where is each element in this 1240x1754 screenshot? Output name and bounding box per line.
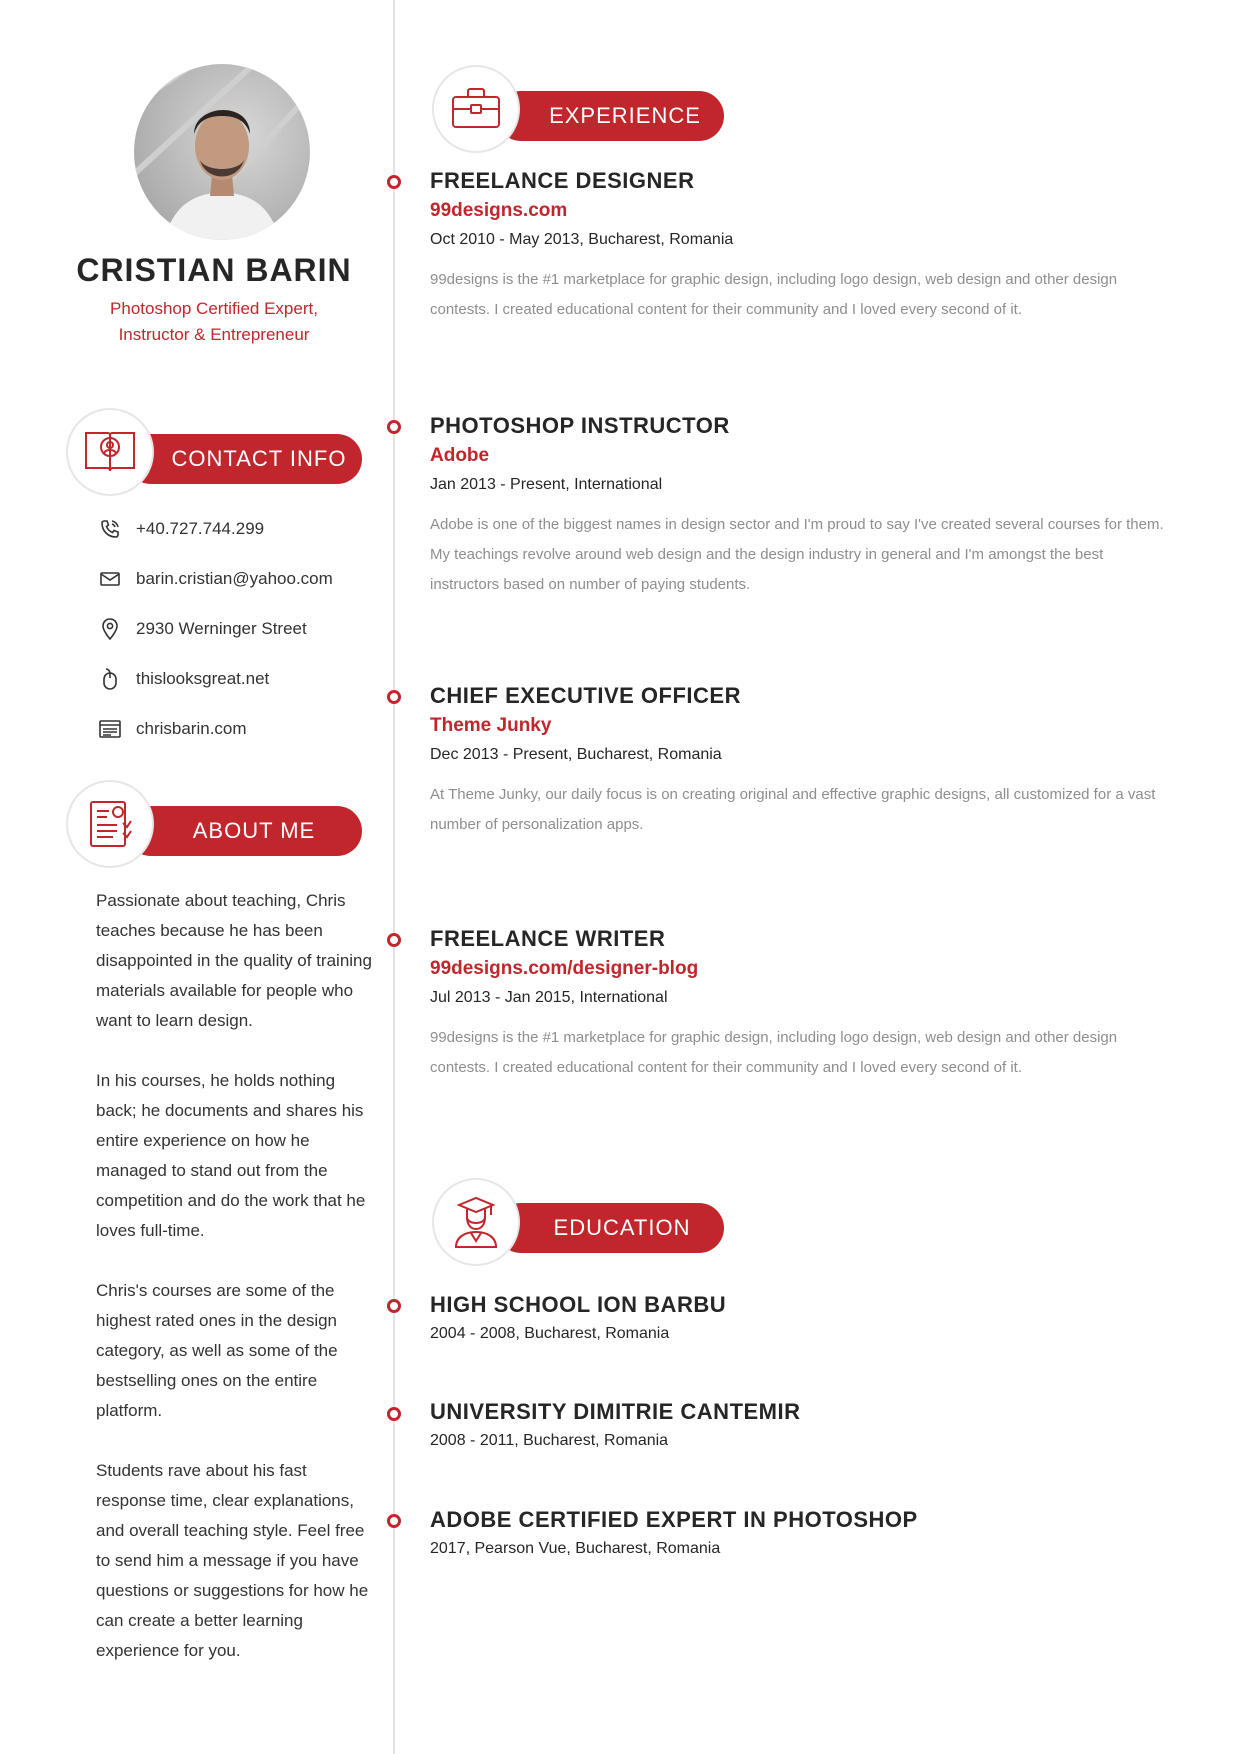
location-pin-icon (96, 616, 124, 642)
about-paragraph: Chris's courses are some of the highest rated ones in the design category, as well as some of the bestselling ones on the entire platform. (96, 1281, 338, 1420)
education-meta: 2008 - 2011, Bucharest, Romania (430, 1432, 669, 1449)
job-title: FREELANCE WRITER (430, 926, 666, 951)
company-name[interactable]: Adobe (430, 445, 490, 466)
graduate-icon (432, 1178, 520, 1266)
job-meta: Jan 2013 - Present, International (430, 476, 663, 493)
job-meta: Jul 2013 - Jan 2015, International (430, 989, 668, 1006)
contact-portfolio[interactable] (96, 716, 247, 742)
experience-entry (430, 925, 1190, 1083)
section-contact-info: CONTACT INFO (126, 434, 362, 484)
timeline-dot (387, 1299, 401, 1313)
education-meta: 2017, Pearson Vue, Bucharest, Romania (430, 1540, 721, 1557)
contact-book-icon (66, 408, 154, 496)
email-icon (96, 566, 124, 592)
contact-text: chrisbarin.com (136, 719, 247, 738)
education-title: UNIVERSITY DIMITRIE CANTEMIR (430, 1399, 801, 1424)
job-title: CHIEF EXECUTIVE OFFICER (430, 683, 741, 708)
contact-text: barin.cristian@yahoo.com (136, 569, 333, 588)
avatar (134, 64, 310, 240)
timeline-dot (387, 690, 401, 704)
experience-entry (430, 682, 1190, 840)
about-paragraph: Students rave about his fast response time, clear explanations, and overall teaching style. Feel free to send him a message if you have questions or suggestions for how he can create a better learning experience for you. (96, 1461, 369, 1660)
contact-address (96, 616, 307, 642)
person-name: CRISTIAN BARIN (76, 252, 352, 288)
timeline-dot (387, 420, 401, 434)
contact-email[interactable] (96, 566, 333, 592)
briefcase-icon (432, 65, 520, 153)
contact-text: thislooksgreat.net (136, 669, 270, 688)
job-meta: Oct 2010 - May 2013, Bucharest, Romania (430, 231, 734, 248)
browser-window-icon (96, 716, 124, 742)
timeline-divider (393, 0, 395, 1754)
contact-text: 2930 Werninger Street (136, 619, 307, 638)
education-entry (430, 1398, 1190, 1454)
contact-text: +40.727.744.299 (136, 519, 265, 538)
person-subtitle (40, 296, 388, 348)
company-name[interactable]: 99designs.com/designer-blog (430, 958, 699, 979)
job-description: 99designs is the #1 marketplace for graphic design, including logo design, web design and other design contests. I created educational content for their community and I loved every second of it. (430, 271, 1118, 318)
job-meta: Dec 2013 - Present, Bucharest, Romania (430, 746, 722, 763)
education-title: ADOBE CERTIFIED EXPERT IN PHOTOSHOP (430, 1507, 918, 1532)
section-education: EDUCATION (496, 1203, 724, 1253)
job-description: Adobe is one of the biggest names in design sector and I'm proud to say I've created several courses for them. My teachings revolve around web design and the design industry in general and I'm amongst the best instructors based on number of paying students. (430, 516, 1164, 593)
section-experience: EXPERIENCE (496, 91, 724, 141)
contact-website[interactable] (96, 666, 269, 692)
section-about-me: ABOUT ME (126, 806, 362, 856)
education-title: HIGH SCHOOL ION BARBU (430, 1292, 727, 1317)
job-description: At Theme Junky, our daily focus is on creating original and effective graphic designs, all customized for a vast number of personalization apps. (430, 786, 1156, 833)
job-description: 99designs is the #1 marketplace for graphic design, including logo design, web design and other design contests. I created educational content for their community and I loved every second of it. (430, 1029, 1118, 1076)
company-name[interactable]: Theme Junky (430, 715, 552, 736)
about-paragraph: In his courses, he holds nothing back; he documents and shares his entire experience on how he managed to stand out from the competition and do the work that he loves full-time. (96, 1071, 366, 1240)
about-text (96, 886, 378, 1696)
company-name[interactable]: 99designs.com (430, 200, 568, 221)
subtitle-line: Photoshop Certified Expert, (110, 299, 318, 318)
education-meta: 2004 - 2008, Bucharest, Romania (430, 1325, 670, 1342)
contact-phone[interactable] (96, 516, 264, 542)
certificate-icon (66, 780, 154, 868)
experience-entry (430, 167, 1190, 325)
subtitle-line: Instructor & Entrepreneur (118, 325, 310, 344)
education-entry (430, 1291, 1190, 1347)
mouse-icon (96, 666, 124, 692)
timeline-dot (387, 1514, 401, 1528)
job-title: FREELANCE DESIGNER (430, 168, 695, 193)
job-title: PHOTOSHOP INSTRUCTOR (430, 413, 730, 438)
experience-entry (430, 412, 1190, 600)
education-entry (430, 1506, 1190, 1562)
about-paragraph: Passionate about teaching, Chris teaches because he has been disappointed in the quality of training materials available for people who want to learn design. (96, 891, 372, 1030)
timeline-dot (387, 1407, 401, 1421)
phone-icon (96, 516, 124, 542)
timeline-dot (387, 933, 401, 947)
timeline-dot (387, 175, 401, 189)
